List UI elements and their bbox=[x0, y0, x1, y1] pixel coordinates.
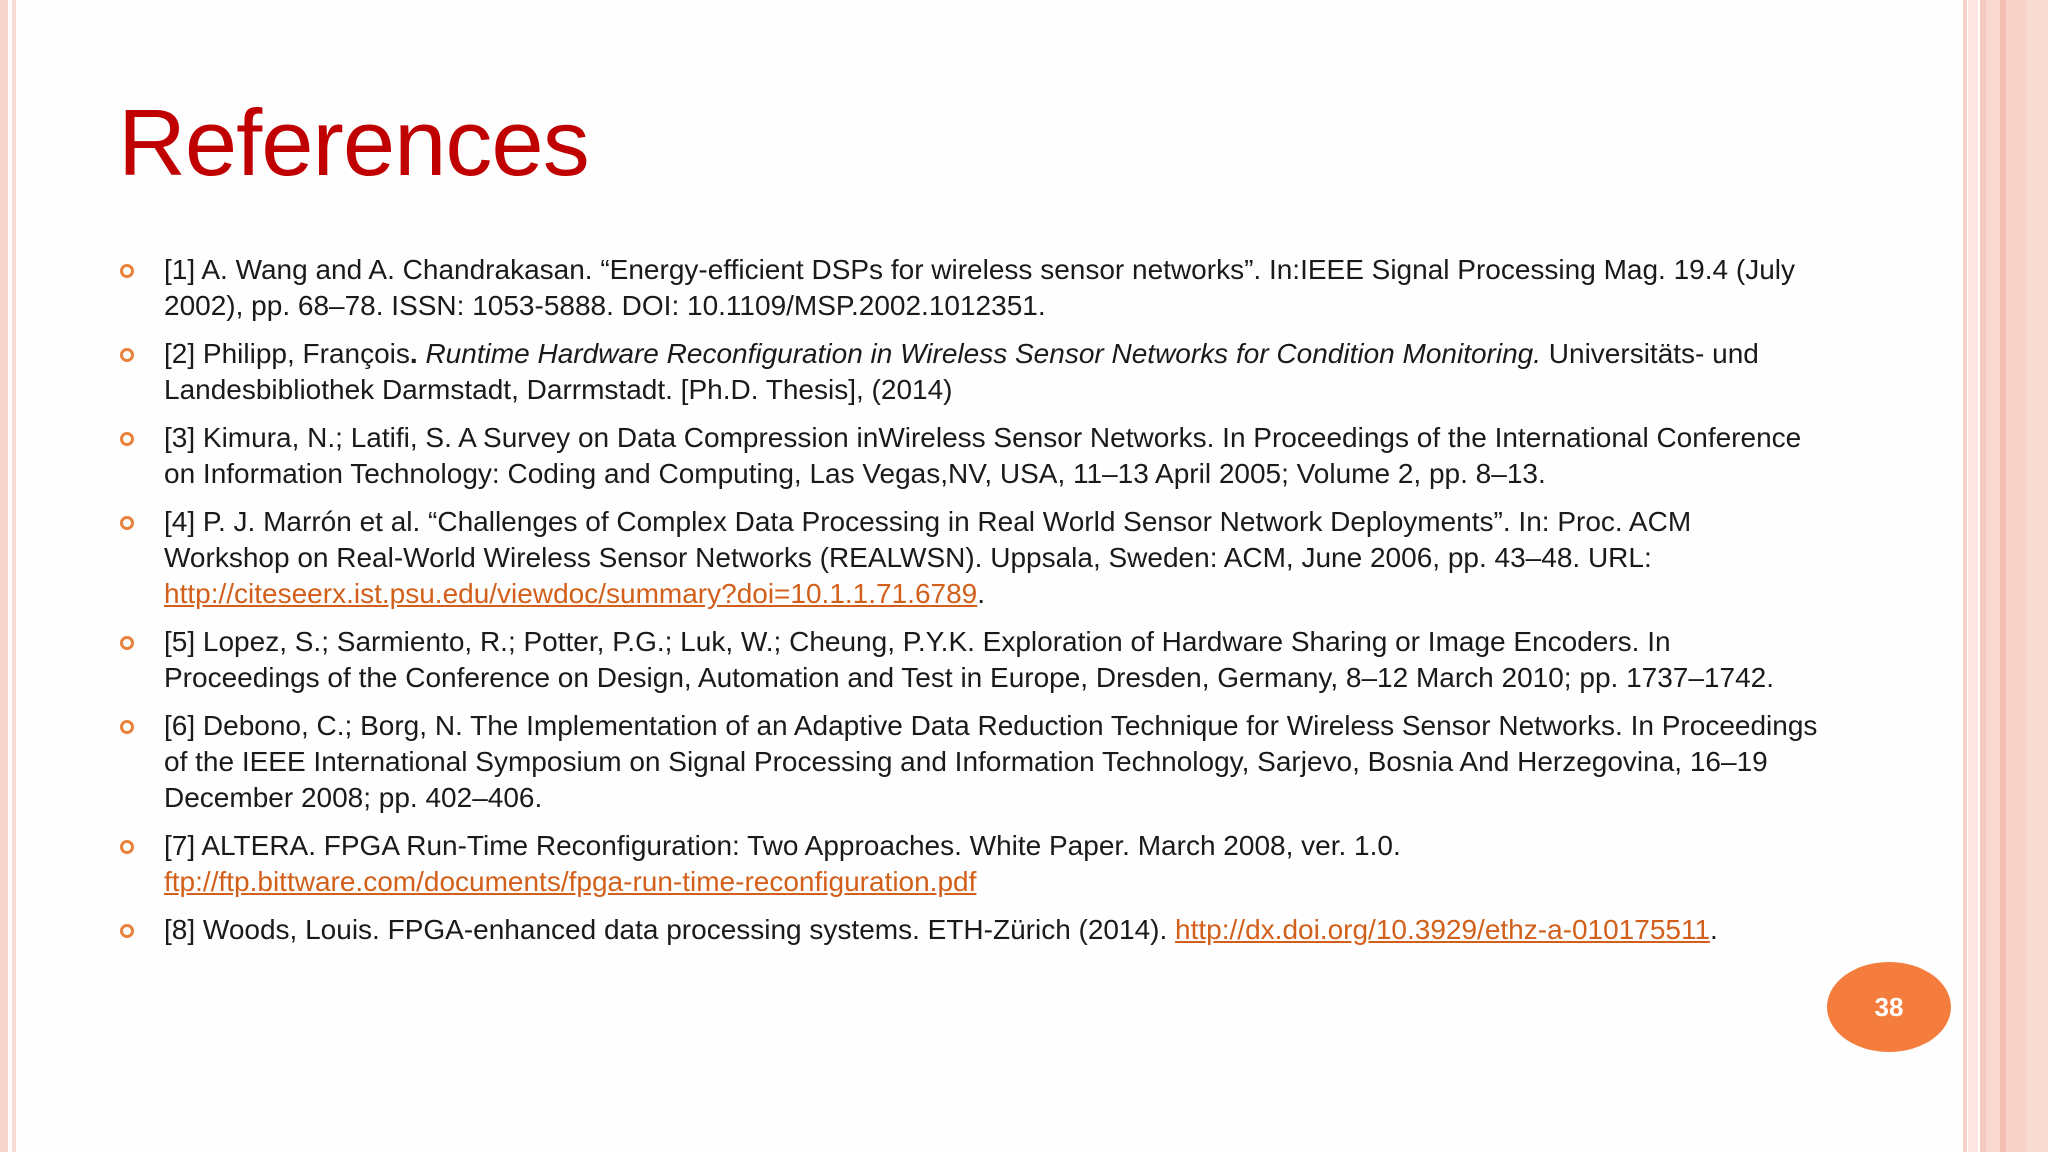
bullet-icon bbox=[120, 636, 134, 650]
bullet-icon bbox=[120, 264, 134, 278]
reference-list bbox=[118, 252, 1818, 960]
reference-publisher: Universitäts- und Landesbibliothek Darmstadt, Darrmstadt. [Ph.D. Thesis], (2014) bbox=[164, 338, 1759, 405]
reference-text: [8] Woods, Louis. FPGA-enhanced data processing systems. ETH-Zürich (2014). bbox=[164, 914, 1176, 945]
reference-author-dot: . bbox=[409, 338, 418, 369]
bullet-icon bbox=[120, 840, 134, 854]
reference-item-7 bbox=[118, 828, 1818, 900]
reference-link[interactable]: http://dx.doi.org/10.3929/ethz-a-010175511 bbox=[1175, 914, 1711, 945]
right-border-stripe bbox=[1986, 0, 2000, 1152]
reference-trailing-period: . bbox=[1710, 914, 1718, 945]
bullet-icon bbox=[120, 348, 134, 362]
reference-text: [4] P. J. Marrón et al. “Challenges of Complex Data Processing in Real World Sensor Network Deployments”. In: Proc. ACM Workshop on Real-World Wireless Sensor Networks (REALWSN). Uppsala, Sweden: ACM, June 2006, pp. 43–48. URL: bbox=[164, 506, 1692, 573]
reference-link[interactable]: http://citeseerx.ist.psu.edu/viewdoc/summary?doi=10.1.1.71.6789 bbox=[164, 578, 978, 609]
bullet-icon bbox=[120, 924, 134, 938]
bullet-icon bbox=[120, 516, 134, 530]
reference-link[interactable]: ftp://ftp.bittware.com/documents/fpga-run-time-reconfiguration.pdf bbox=[164, 866, 977, 897]
reference-item-8 bbox=[118, 912, 1818, 948]
right-border-stripe bbox=[1963, 0, 1967, 1152]
page-number-badge: 38 bbox=[1827, 962, 1951, 1052]
reference-author: [2] Philipp, François bbox=[164, 338, 410, 369]
bullet-icon bbox=[120, 432, 134, 446]
reference-title-italic: Runtime Hardware Reconfiguration in Wireless Sensor Networks for Condition Monitoring. bbox=[417, 338, 1542, 369]
reference-item-3 bbox=[118, 420, 1818, 492]
reference-item-1 bbox=[118, 252, 1818, 324]
right-border-stripe bbox=[1968, 0, 1978, 1152]
reference-text: [1] A. Wang and A. Chandrakasan. “Energy-efficient DSPs for wireless sensor networks”. In:IEEE Signal Processing Mag. 19.4 (July 2002), pp. 68–78. ISSN: 1053-5888. DOI: 10.1109/MSP.2002.1012351. bbox=[164, 254, 1795, 321]
left-border-decoration bbox=[0, 0, 8, 1152]
reference-text: [7] ALTERA. FPGA Run-Time Reconfiguration: Two Approaches. White Paper. March 2008, ver. 1.0. bbox=[164, 830, 1401, 861]
reference-item-4 bbox=[118, 504, 1818, 612]
bullet-icon bbox=[120, 720, 134, 734]
reference-text: [6] Debono, C.; Borg, N. The Implementation of an Adaptive Data Reduction Technique for Wireless Sensor Networks. In Proceedings of the IEEE International Symposium on Signal Processing and Information Technology, Sarjevo, Bosnia And Herzegovina, 16–19 December 2008; pp. 402–406. bbox=[164, 710, 1818, 813]
slide-title: References bbox=[118, 90, 589, 195]
reference-item-5 bbox=[118, 624, 1818, 696]
reference-item-6 bbox=[118, 708, 1818, 816]
reference-trailing-period: . bbox=[977, 578, 986, 609]
reference-text: [3] Kimura, N.; Latifi, S. A Survey on Data Compression inWireless Sensor Networks. In Proceedings of the International Conference on Information Technology: Coding and Computing, Las Vegas,NV, USA, 11–13 April 2005; Volume 2, pp. 8–13. bbox=[164, 422, 1802, 489]
reference-item-2 bbox=[118, 336, 1818, 408]
right-border-stripe bbox=[2006, 0, 2026, 1152]
right-border-stripe bbox=[2026, 0, 2048, 1152]
reference-text: [5] Lopez, S.; Sarmiento, R.; Potter, P.G.; Luk, W.; Cheung, P.Y.K. Exploration of Hardware Sharing or Image Encoders. In Proceedings of the Conference on Design, Automation and Test in Europe, Dresden, Germany, 8–12 March 2010; pp. 1737–1742. bbox=[164, 626, 1774, 693]
left-border-decoration-inner bbox=[12, 0, 16, 1152]
